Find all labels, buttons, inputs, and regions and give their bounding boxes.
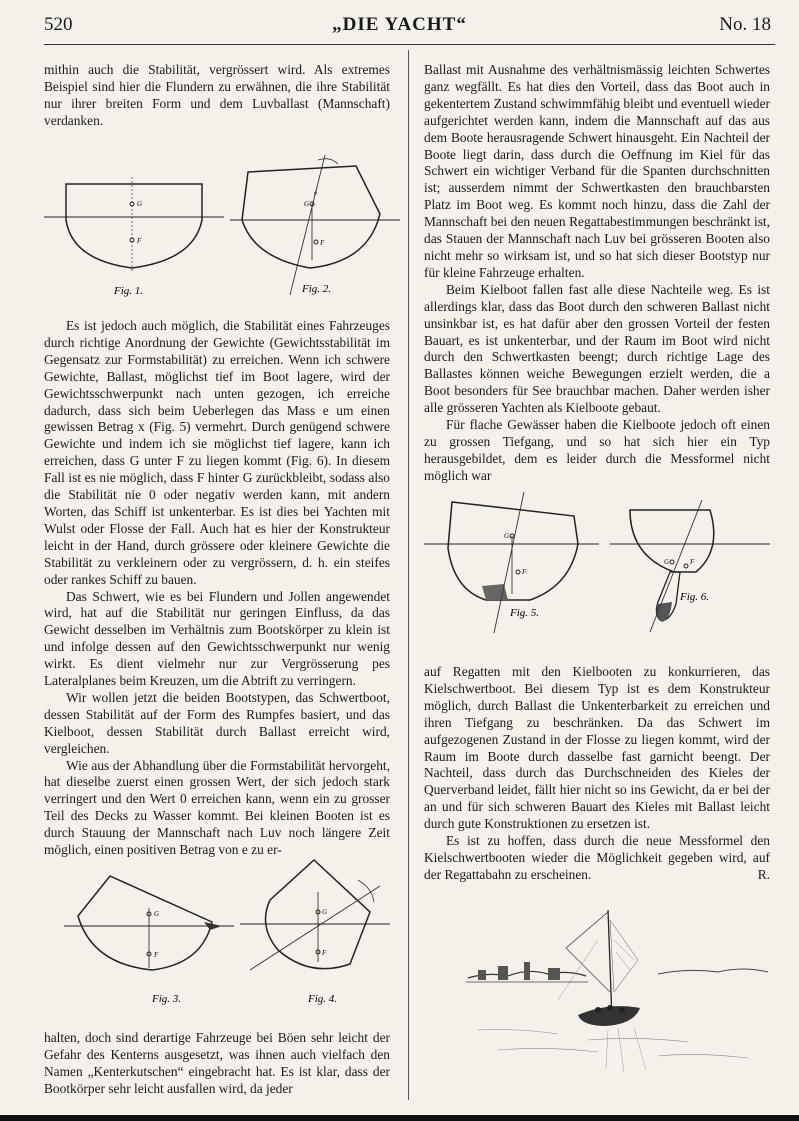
paragraph: mithin auch die Stabilität, vergrössert wird. Als extremes Beispiel sind hier die Flundern zu erwähnen, die ihre Stabilität nur ihrer breiten Form und dem Luvballast (Mannschaft) verdanken.	[44, 62, 390, 128]
page-bottom-edge	[0, 1115, 799, 1121]
label-f: F	[320, 239, 325, 247]
label-g: G	[322, 908, 328, 916]
paragraph: Für flache Gewässer haben die Kielboote jedoch oft einen zu grossen Tiefgang, und so hat sich hier ein Typ herausgebildet, dem es leider durch die Messformel nicht möglich war	[424, 417, 770, 483]
header-rule	[44, 44, 775, 45]
paragraph: auf Regatten mit den Kielbooten zu konkurrieren, das Kielschwertboot. Bei diesem Typ ist es dem Konstrukteur möglich, durch Ballast die Unkenterbarkeit zu erreichen und ihren Tiefgang zu beschränken. Da das Schwert im aufgezogenen Zustand in der Flosse zu liegen kommt, wird der Raum im Boote durch dasselbe fast garnicht beengt. Der Nachteil, dass durch das Durchschneiden des Kieles der Querverband leidet, fällt hier nicht so ins Gewicht, da er bei der an und für sich schweren Bauart des Kieles mit Ballast leicht durch gute Konstruktionen zu ersetzen ist.	[424, 664, 770, 832]
paragraph	[424, 833, 770, 884]
label-g: G	[154, 910, 160, 918]
paragraph: Es ist jedoch auch möglich, die Stabilität eines Fahrzeuges durch richtige Anordnung der Gewichte (Gewichtsstabilität im Gegensatz zur Formstabilität) zu erreichen. Wenn ich schwere Gewichte, Ballast, möglichst tief im Boot lagere, wird der Gewichtsschwerpunkt nach unten gezogen, ich erreiche dadurch, dass sich beim Ueberlegen das Mass e um einen gewissen Betrag x (Fig. 5) vermehrt. Durch genügend schwere Gewichte und indem ich sie möglichst tief lagere, kann ich erreichen, dass G unter F zu liegen kommt (Fig. 6). In diesem Fall ist es nie möglich, dass F hinter G zurückbleibt, sodass also die Stabilität nie 0 oder negativ werden kann, mit andern Worten, das Schiff ist unkenterbar. Es ist dies bei Yachten mit Wulst oder Flosse der Fall. Auch hat es hier der Konstrukteur leicht in der Hand, durch grössere oder kleinere Gewichte die Stabilität zu verkleinern oder zu vergrössern, d. h. ein steifes oder rankes Schiff zu bauen.	[44, 318, 390, 587]
figure-3	[64, 864, 234, 1014]
figure-2	[230, 150, 400, 300]
left-text-block-2	[44, 318, 390, 859]
paragraph: Wir wollen jetzt die beiden Bootstypen, das Schwertboot, dessen Stabilität auf der Form des Rumpfes basiert, und das Kielboot, dessen Stabilität durch Ballast erreicht wird, vergleichen.	[44, 689, 390, 756]
right-text-block-2	[424, 664, 770, 884]
fig-2-caption: Fig. 2.	[302, 283, 332, 295]
paragraph: halten, doch sind derartige Fahrzeuge bei Böen sehr leicht der Gefahr des Kenterns ausgesetzt, was ihnen auch vielfach den Namen „Kenterkutschen“ eingebracht hat. Es ist klar, dass der Bootkörper sehr leicht ausfallen wird, da jeder	[44, 1030, 390, 1096]
figure-5	[424, 488, 599, 638]
paragraph: Wie aus der Abhandlung über die Formstabilität hervorgeht, hat dieselbe zuerst einen grossen Wert, der sich jedoch stark verringert und den Wert 0 erreichen kann, wenn ein zu grosser Teil des Decks zu Wasser kommt. Bei kleinen Booten ist es durch Stauung der Mannschaft nach Luv noch längere Zeit möglich, einen positiven Betrag von e zu er-	[44, 757, 390, 858]
left-text-block-1	[44, 62, 390, 130]
figure-4	[240, 852, 390, 1012]
label-g: G	[137, 200, 143, 208]
figure-1	[44, 172, 224, 302]
label-g: G	[304, 200, 310, 208]
fig-4-caption: Fig. 4.	[308, 993, 338, 1005]
column-divider	[408, 50, 409, 1100]
label-e: e	[314, 189, 318, 197]
figure-6	[610, 496, 770, 636]
fig-1-caption: Fig. 1.	[114, 285, 144, 297]
closing-text: Es ist zu hoffen, dass durch die neue Messformel den Kielschwertbooten wieder die Möglichkeit gegeben wird, auf der Regattabahn zu erscheinen.	[424, 833, 770, 882]
label-f: F	[690, 558, 695, 566]
author-signature: R.	[757, 866, 770, 882]
right-text-block-1	[424, 62, 770, 485]
fig-3-caption: Fig. 3.	[152, 993, 182, 1005]
page-number: 520	[44, 14, 73, 35]
fig-5-caption: Fig. 5.	[510, 607, 540, 619]
figure-4-drawing	[240, 852, 390, 1012]
figure-6-drawing	[610, 496, 770, 636]
issue-number: No. 18	[719, 14, 771, 35]
journal-title: „DIE YACHT“	[332, 14, 467, 35]
label-g: G	[664, 558, 670, 566]
paragraph: Das Schwert, wie es bei Flundern und Jollen angewendet wird, hat auf die Stabilität nur geringen Einfluss, da das Gewicht desselben im Verhältnis zum Bootskörper zu klein ist und infolge dessen auf den Gewichtsschwerpunkt nur wenig wirkt. Es dient vielmehr nur zur Vergrösserung pes Lateralplanes beim Kreuzen, um die Abtrift zu verringern.	[44, 588, 390, 689]
fig-6-caption: Fig. 6.	[680, 591, 710, 603]
figure-3-drawing	[64, 864, 234, 1014]
label-f: F	[522, 568, 527, 576]
sailing-boat-illustration	[458, 900, 778, 1075]
label-f: F	[137, 237, 142, 245]
sailing-boat-drawing	[458, 900, 778, 1075]
left-text-block-3	[44, 1030, 390, 1098]
figure-5-drawing	[424, 488, 599, 638]
label-f: F	[322, 949, 327, 957]
figure-1-drawing	[44, 172, 224, 302]
paragraph: Ballast mit Ausnahme des verhältnismässig leichten Schwertes ganz wegfällt. Es hat dies den Vorteil, dass das Boot auch in gekentertem Zustand schwimmfähig bleibt und eventuell wieder aufgerichtet werden kann, indem die Mannschaft auf das aus dem Boote herausragende Schwert hinausgeht. Ein Nachteil der Boote liegt darin, dass durch die Oeffnung im Kiel für das Schwert ein wichtiger Verband für die Spanten durchschnitten ist; ausserdem nimmt der Schwertkasten den brauchbarsten Platz im Boot weg. Es kommt noch hinzu, dass die Zahl der Mannschaft bei den neuen Regattabestimmungen beschränkt ist, das Stauen der Mannschaft nach Luv bei grösseren Booten also nicht mehr so wirksam ist, und so hat sich dieser Bootstyp nur für kleine Fahrzeuge erhalten.	[424, 62, 770, 280]
label-g: G	[504, 532, 510, 540]
label-f: F	[154, 951, 159, 959]
figure-2-drawing	[230, 150, 400, 300]
paragraph: Beim Kielboot fallen fast alle diese Nachteile weg. Es ist allerdings klar, dass das Boot durch den schweren Ballast nicht unsinkbar ist, es hat dafür aber den grossen Vorteil der festen Bauart, es ist unkenterbar, und der Raum im Boot wird nicht durch den Schwertkasten beengt; durch richtige Lage des Ballastes können weiche Bewegungen erzielt werden, die a Boot besonders für See brauchbar machen. Daher werden isher alle grösseren Yachten als Kielboote gebaut.	[424, 281, 770, 416]
